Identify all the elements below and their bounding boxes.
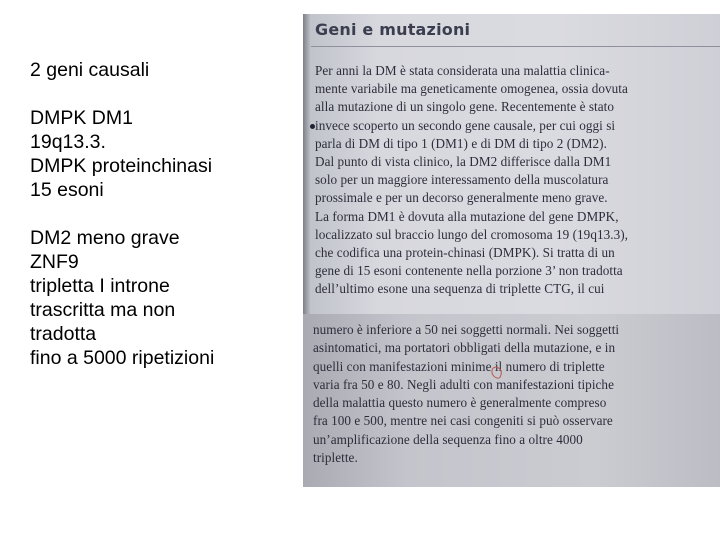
text-line: asintomatici, ma portatori obbligati della mutazione, e in (313, 340, 616, 356)
text-line: fra 100 e 500, mentre nei casi congeniti si può osservare (313, 413, 613, 429)
notes-dm1-line: 15 esoni (30, 179, 104, 201)
text-line: parla di DM di tipo 1 (DM1) e di DM di tipo 2 (DM2). (315, 135, 607, 151)
text-line: Per anni la DM è stata considerata una malattia clinica- (315, 63, 610, 78)
text-line: gene di 15 esoni contenente nella porzione 3’ non tradotta (315, 263, 623, 279)
text-line: triplette. (313, 450, 358, 466)
text-line: dell’ultimo esone una sequenza di triplette CTG, il cui (315, 281, 605, 297)
textbook-photo (303, 14, 720, 487)
text-line: numero è inferiore a 50 nei soggetti normali. Nei soggetti (313, 322, 620, 337)
notes-dm2-line: fino a 5000 ripetizioni (30, 347, 215, 369)
title-rule (311, 46, 720, 47)
notes-dm2-line: tradotta (30, 323, 97, 345)
text-block-top (315, 62, 715, 299)
notes-dm1-line: DMPK proteinchinasi (30, 155, 213, 177)
notes-dm1-line: DMPK DM1 (30, 107, 133, 129)
textbook-page-bottom (303, 314, 720, 487)
text-line: mente variabile ma geneticamente omogenea, ossia dovuta (315, 81, 628, 97)
text-line: prossimale e per un decorso generalmente meno grave. (315, 190, 608, 206)
text-line: che codifica una protein-chinasi (DMPK). Si tratta di un (315, 245, 615, 261)
notes-panel (30, 58, 290, 370)
notes-dm2-line: ZNF9 (30, 251, 79, 273)
box-title: Geni e mutazioni (315, 20, 471, 39)
text-line: quelli con manifestazioni minime il numero di triplette (313, 358, 605, 374)
notes-dm2-line: trascritta ma non (30, 299, 176, 321)
text-line: localizzato sul braccio lungo del cromosoma 19 (19q13.3), (315, 226, 629, 242)
text-line: alla mutazione di un singolo gene. Recentemente è stato (315, 99, 615, 115)
text-line: varia fra 50 e 80. Negli adulti con manifestazioni tipiche (313, 376, 614, 392)
text-line: La forma DM1 è dovuta alla mutazione del gene DMPK, (315, 208, 619, 224)
text-line: un’amplificazione della sequenza fino a oltre 4000 (313, 431, 583, 447)
notes-heading: 2 geni causali (30, 59, 150, 81)
text-line: solo per un maggiore interessamento della muscolatura (315, 172, 609, 188)
textbook-page-top (303, 14, 720, 314)
notes-dm2-line: DM2 meno grave (30, 227, 180, 249)
text-line: Dal punto di vista clinico, la DM2 differisce dalla DM1 (315, 154, 612, 170)
notes-dm1-line: 19q13.3. (30, 131, 106, 153)
notes-dm2-line: tripletta I introne (30, 275, 170, 297)
text-line: della malattia questo numero è generalmente compreso (313, 395, 607, 411)
text-block-bottom (313, 321, 717, 467)
text-line: invece scoperto un secondo gene causale, per cui oggi si (315, 117, 616, 133)
